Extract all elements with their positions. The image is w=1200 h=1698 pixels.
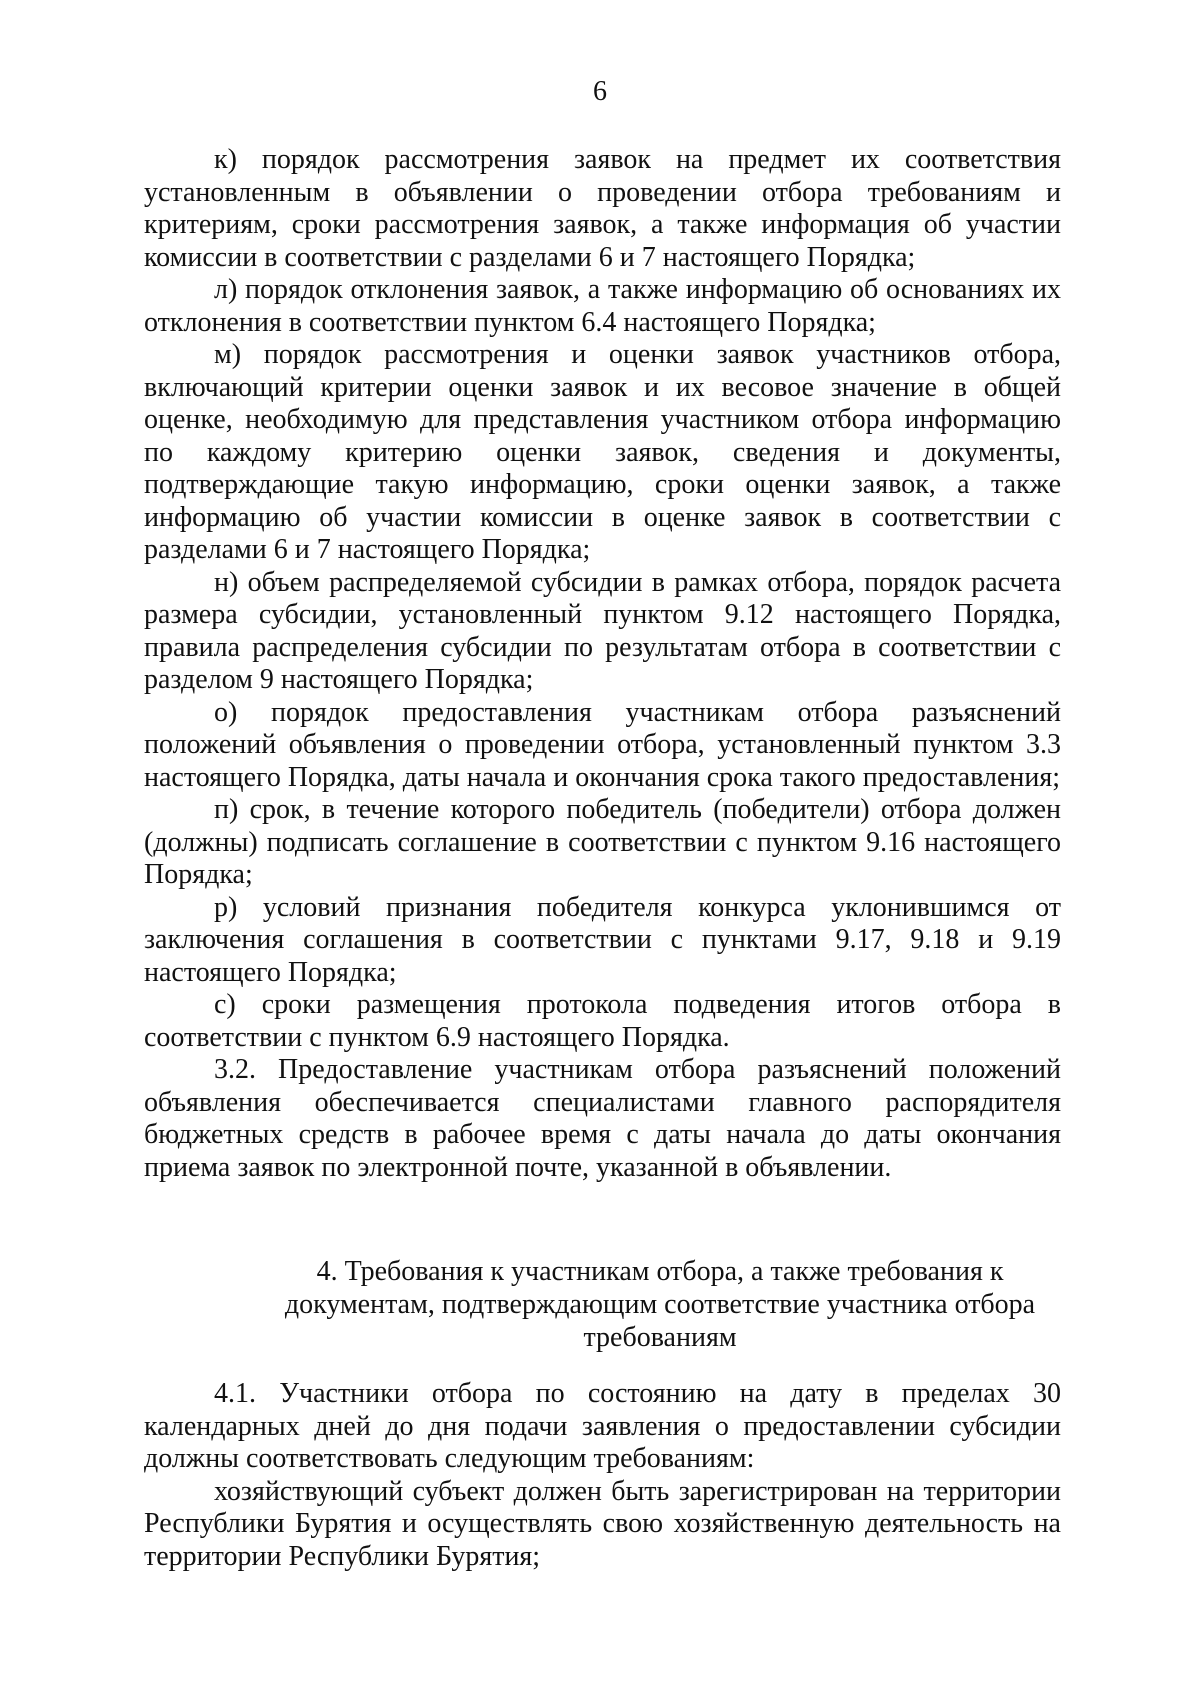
page-number: 6 (593, 76, 607, 107)
paragraph-l: л) порядок отклонения заявок, а также информацию об основаниях их отклонения в соответствии пунктом 6.4 настоящего Порядка; (144, 274, 1061, 338)
heading-line-1: 4. Требования к участникам отбора, а также требования к (316, 1256, 1004, 1287)
paragraph-m: м) порядок рассмотрения и оценки заявок участников отбора, включающий критерии оценки заявок и их весовое значение в общей оценке, необходимую для представления участником отбора информацию по каждому критерию оценки заявок, сведения и документы, подтверждающие такую информацию, сроки оценки заявок, а также информацию об участии комиссии в оценке заявок в соответствии с разделами 6 и 7 настоящего Порядка; (144, 339, 1061, 565)
paragraph-k: к) порядок рассмотрения заявок на предмет их соответствия установленным в объявлении о проведении отбора требованиям и критериям, сроки рассмотрения заявок, а также информация об участии комиссии в соответствии с разделами 6 и 7 настоящего Порядка; (144, 144, 1061, 273)
heading-line-3: требованиям (583, 1322, 737, 1353)
paragraph-n: н) объем распределяемой субсидии в рамках отбора, порядок расчета размера субсидии, установленный пунктом 9.12 настоящего Порядка, правила распределения субсидии по результатам отбора в соответствии с разделом 9 настоящего Порядка; (144, 566, 1061, 695)
paragraph-requirement-registration: хозяйствующий субъект должен быть зарегистрирован на территории Республики Бурятия и осуществлять свою хозяйственную деятельность на территории Республики Бурятия; (144, 1475, 1061, 1572)
paragraph-3-2: 3.2. Предоставление участникам отбора разъяснений положений объявления обеспечивается специалистами главного распорядителя бюджетных средств в рабочее время с даты начала до даты окончания приема заявок по электронной почте, указанной в объявлении. (144, 1054, 1061, 1183)
section-4-text (144, 1378, 1061, 1573)
paragraph-r: р) условий признания победителя конкурса уклонившимся от заключения соглашения в соответствии с пунктами 9.17, 9.18 и 9.19 настоящего Порядка; (144, 891, 1061, 988)
paragraph-o: о) порядок предоставления участникам отбора разъяснений положений объявления о проведении отбора, установленный пунктом 3.3 настоящего Порядка, даты начала и окончания срока такого предоставления; (144, 696, 1061, 793)
paragraph-s: с) сроки размещения протокола подведения итогов отбора в соответствии с пунктом 6.9 настоящего Порядка. (144, 989, 1061, 1053)
section-4-heading (260, 1255, 1060, 1354)
paragraph-p: п) срок, в течение которого победитель (победители) отбора должен (должны) подписать соглашение в соответствии с пунктом 9.16 настоящего Порядка; (144, 794, 1061, 890)
section-3-text (144, 144, 1061, 1184)
paragraph-4-1: 4.1. Участники отбора по состоянию на дату в пределах 30 календарных дней до дня подачи заявления о предоставлении субсидии должны соответствовать следующим требованиям: (144, 1378, 1061, 1474)
heading-line-2: документам, подтверждающим соответствие участника отбора (284, 1289, 1036, 1320)
